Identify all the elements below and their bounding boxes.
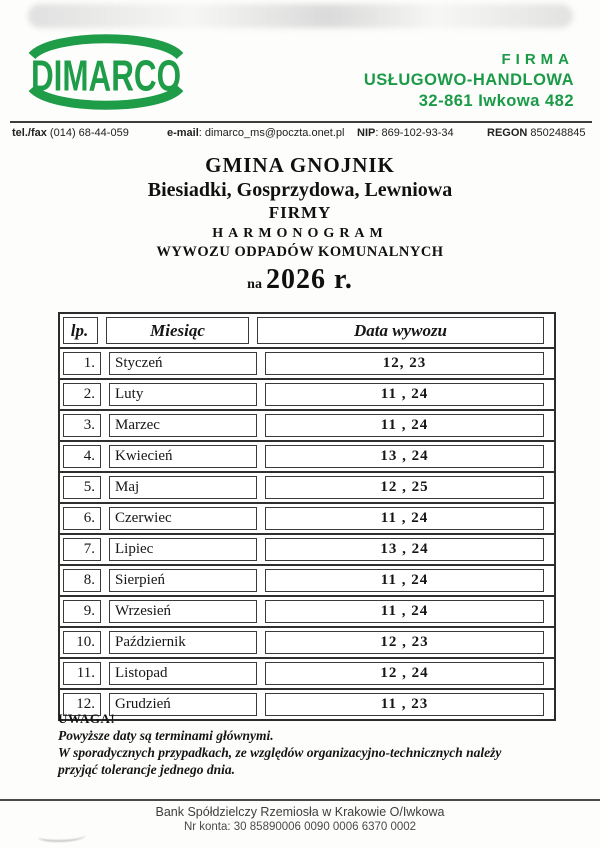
notes-block — [58, 711, 536, 778]
row-number: 2. — [63, 383, 101, 406]
table-header-row — [60, 314, 554, 347]
table-row — [60, 502, 554, 533]
row-month: Maj — [109, 476, 257, 499]
regon-label: REGON — [487, 127, 528, 139]
email-label: e-mail — [167, 127, 199, 139]
row-dates: 11 , 23 — [265, 693, 544, 716]
tel-value: (014) 68-44-059 — [49, 127, 129, 139]
row-month: Wrzesień — [109, 600, 257, 623]
row-number: 8. — [63, 569, 101, 592]
schedule-table — [58, 312, 556, 721]
row-dates: 12 , 25 — [265, 476, 544, 499]
document-title-block — [0, 153, 600, 302]
nip — [357, 127, 454, 139]
notes-line2: W sporadycznych przypadkach, ze względów organizacyjno-technicznych należy przyjąć tolerancje jednego dnia. — [58, 745, 502, 777]
company-line-name: USŁUGOWO-HANDLOWA — [363, 71, 574, 89]
header-cell-dates: Data wywozu — [257, 317, 544, 344]
company-address-block — [364, 50, 574, 112]
row-month: Kwiecień — [109, 445, 257, 468]
header-divider — [10, 121, 592, 123]
row-dates: 12 , 23 — [265, 631, 544, 654]
row-number: 4. — [63, 445, 101, 468]
bank-account: Nr konta: 30 85890006 0090 0006 6370 0002 — [183, 821, 417, 833]
row-dates: 11 , 24 — [265, 414, 544, 437]
row-number: 11. — [63, 662, 101, 685]
scan-smudge-top — [28, 4, 573, 28]
title-year — [0, 263, 600, 302]
row-dates: 13 , 24 — [265, 445, 544, 468]
row-dates: 12, 23 — [265, 352, 544, 375]
table-row — [60, 595, 554, 626]
row-number: 7. — [63, 538, 101, 561]
email — [167, 127, 344, 139]
table-row — [60, 564, 554, 595]
company-line-address: 32-861 Iwkowa 482 — [418, 92, 574, 110]
row-month: Luty — [109, 383, 257, 406]
table-row — [60, 657, 554, 688]
footer-divider — [0, 799, 600, 801]
nip-value: : 869-102-93-34 — [375, 127, 454, 139]
row-month: Listopad — [109, 662, 257, 685]
email-value: : dimarco_ms@poczta.onet.pl — [198, 127, 345, 139]
bank-info — [0, 804, 600, 835]
notes-line1: Powyższe daty są terminami głównymi. — [58, 728, 274, 743]
row-number: 5. — [63, 476, 101, 499]
company-line-firma: FIRMA — [501, 51, 574, 68]
nip-label: NIP — [357, 127, 376, 139]
regon-value: 850248845 — [530, 127, 586, 139]
bank-name: Bank Spółdzielczy Rzemiosła w Krakowie O/Iwkowa — [155, 805, 445, 819]
table-row — [60, 347, 554, 378]
row-month: Sierpień — [109, 569, 257, 592]
row-dates: 13 , 24 — [265, 538, 544, 561]
row-number: 9. — [63, 600, 101, 623]
row-number: 10. — [63, 631, 101, 654]
title-firmy: FIRMY — [268, 203, 332, 222]
row-month: Październik — [109, 631, 257, 654]
row-number: 6. — [63, 507, 101, 530]
tel-fax — [12, 127, 129, 139]
notes-title: UWAGA! — [58, 711, 116, 726]
title-harmonogram: HARMONOGRAM — [212, 226, 388, 241]
row-month: Lipiec — [109, 538, 257, 561]
dimarco-logo — [24, 26, 188, 118]
header-cell-lp: lp. — [63, 317, 98, 344]
row-dates: 12 , 24 — [265, 662, 544, 685]
regon — [487, 127, 585, 139]
table-row — [60, 471, 554, 502]
row-dates: 11 , 24 — [265, 600, 544, 623]
row-month: Styczeń — [109, 352, 257, 375]
row-dates: 11 , 24 — [265, 569, 544, 592]
table-row — [60, 409, 554, 440]
row-month: Czerwiec — [109, 507, 257, 530]
title-villages: Biesiadki, Gosprzydowa, Lewniowa — [147, 179, 453, 201]
row-number: 12. — [63, 693, 101, 716]
table-row — [60, 440, 554, 471]
logo-text: DIMARCO — [30, 52, 181, 101]
row-dates: 11 , 24 — [265, 507, 544, 530]
title-wywozu: WYWOZU ODPADÓW KOMUNALNYCH — [156, 244, 444, 260]
header-cell-month: Miesiąc — [106, 317, 249, 344]
title-year-value: 2026 r. — [265, 264, 353, 295]
table-row — [60, 533, 554, 564]
title-year-prefix: na — [247, 277, 262, 292]
row-dates: 11 , 24 — [265, 383, 544, 406]
table-row — [60, 378, 554, 409]
table-row — [60, 626, 554, 657]
dimarco-logo-icon — [24, 26, 188, 118]
tel-label: tel./fax — [12, 127, 47, 139]
contact-row — [0, 127, 600, 145]
title-gmina: GMINA GNOJNIK — [205, 153, 395, 177]
row-number: 3. — [63, 414, 101, 437]
row-month: Marzec — [109, 414, 257, 437]
row-number: 1. — [63, 352, 101, 375]
row-month: Grudzień — [109, 693, 257, 716]
